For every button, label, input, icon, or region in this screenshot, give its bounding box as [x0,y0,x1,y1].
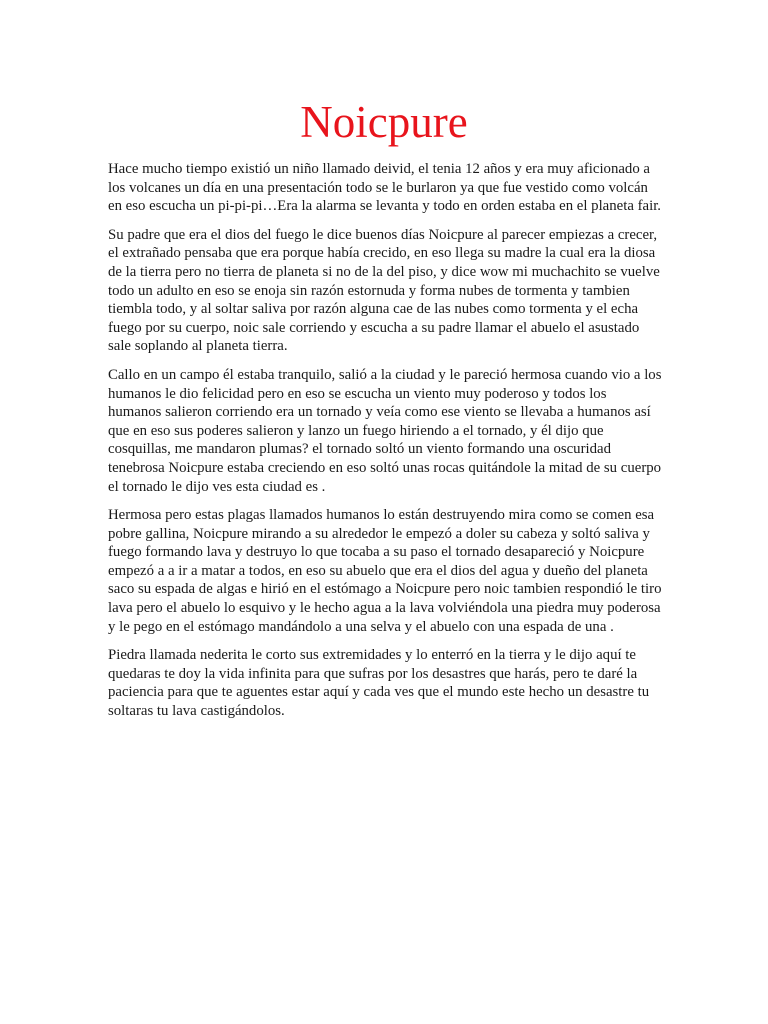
document-body [108,160,662,731]
paragraph-1: Hace mucho tiempo existió un niño llamado deivid, el tenia 12 años y era muy aficionado a los volcanes un día en una presentación todo se le burlaron ya que fue vestido como volcán en eso escucha un pi-pi-pi…Era la alarma se levanta y todo en orden estaba en el planeta fair. [108,161,662,215]
document-title: Noicpure [300,97,468,147]
paragraph-4: Hermosa pero estas plagas llamados humanos lo están destruyendo mira como se comen esa pobre gallina, Noicpure mirando a su alrededor le empezó a doler su cabeza y soltó saliva y fuego formando lava y destruyo lo que tocaba a su paso el tornado desapareció y Noicpure empezó a a ir a matar a todos, en eso su abuelo que era el dios del agua y dueño del planeta saco su espada de algas e hirió en el estómago a Noicpure pero noic tambien respondió le tiro lava pero el abuelo lo esquivo y le hecho agua a la lava volviéndola una piedra muy poderosa y le pego en el estómago mandándolo a una selva y el abuelo con una espada de una . [108,507,662,635]
paragraph-2: Su padre que era el dios del fuego le dice buenos días Noicpure al parecer empiezas a crecer, el extrañado pensaba que era porque había crecido, en eso llega su madre la cual era la diosa de la tierra pero no tierra de planeta si no de la del piso, y dice wow mi muchachito se vuelve todo un adulto en eso se enoja sin razón estornuda y forma nubes de tormenta y tambien tiembla todo, y al soltar saliva por razón alguna cae de las nubes como tormenta y el echa fuego por su cuerpo, noic sale corriendo y escucha a su padre llamar el abuelo el asustado sale soplando al planeta tierra. [108,226,660,355]
paragraph-5: Piedra llamada nederita le corto sus extremidades y lo enterró en la tierra y le dijo aquí te quedaras te doy la vida infinita para que sufras por los desastres que harás, pero te daré la paciencia para que te aguentes estar aquí y cada ves que el mundo este hecho un desastre tu soltaras tu lava castigándolos. [108,647,650,720]
paragraph-3: Callo en un campo él estaba tranquilo, salió a la ciudad y le pareció hermosa cuando vio a los humanos le dio felicidad pero en eso se escucha un viento muy poderoso y todos los humanos salieron corriendo era un tornado y veía como ese viento se llevaba a humanos así que en eso sus poderes salieron y lanzo un fuego hiriendo a el tornado, y él dijo que cosquillas, me mandaron plumas? el tornado soltó un viento formando una oscuridad tenebrosa Noicpure estaba creciendo en eso soltó unas rocas quitándole la mitad de su cuerpo el tornado le dijo ves esta ciudad es . [108,366,662,495]
